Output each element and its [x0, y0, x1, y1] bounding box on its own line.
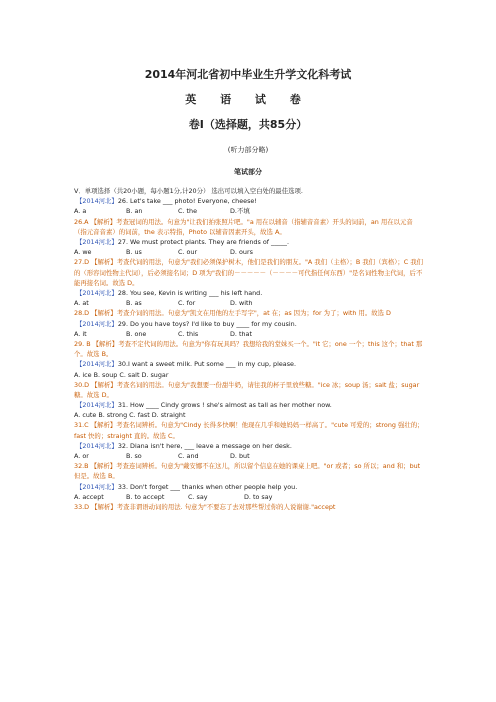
question-30 — [74, 359, 424, 369]
question-stem: 27. We must protect plants. They are friends of _____. — [117, 237, 290, 246]
question-stem: 26. Let's take ___ photo! Everyone, cheese! — [117, 197, 257, 206]
question-stem: 28. You see, Kevin is writing ___ his left hand. — [117, 288, 263, 297]
option-b: B. so — [126, 452, 142, 461]
written-heading: 笔试部分 — [234, 168, 262, 176]
option-b: B. as — [126, 299, 142, 308]
source-tag: 【2014河北】 — [76, 237, 118, 246]
option-b: B. one — [126, 329, 147, 338]
option-a: A. a — [74, 207, 87, 216]
option-d: D. that — [230, 329, 252, 338]
options-26 — [74, 206, 424, 216]
option-c: C. our — [178, 248, 198, 257]
answer-29 — [74, 339, 424, 359]
explanation: 【解析】考查非谓语动词的用法. 句意为"不要忘了去对那些帮过你的人说谢谢."accept — [91, 503, 336, 512]
option-c: C. say — [188, 492, 208, 501]
answer-33 — [74, 502, 424, 512]
answer-label: 26.A — [74, 217, 89, 226]
question-33 — [74, 482, 424, 492]
option-a: A. or — [74, 452, 89, 461]
question-stem: 30.I want a sweet milk. Put some ___ in my cup, please. — [117, 360, 297, 369]
section-instruction: V．单项选择（共20小题，每小题1分,计20分） 选出可以填入空白处的最佳选项. — [74, 187, 303, 195]
answer-label: 30.D — [74, 380, 90, 389]
option-d: D. to say — [244, 492, 273, 501]
question-29 — [74, 319, 424, 329]
answer-28 — [74, 308, 424, 318]
explanation: 【解析】考查名词的用法。句意为"我想要一份甜牛奶，请往我的杯子里放些糖。"ice 冰；soup 汤；salt 盐；sugar 糖。故选 D。 — [74, 380, 420, 399]
source-tag: 【2014河北】 — [76, 401, 118, 410]
explanation: 【解析】考查介词的用法。句意为"凯文在用他的左手写字"，at 在；as 因为；for 为了；with 用。故选 D — [91, 309, 391, 318]
answer-32 — [74, 461, 424, 481]
answer-label: 33.D — [74, 503, 90, 512]
source-tag: 【2014河北】 — [76, 441, 118, 450]
option-a: A. accept — [74, 492, 104, 501]
explanation: 【解析】考查冠词的用法。句意为"让我们拍张照片吧。"a 用在以辅音（指辅音音素）开头的词前，an 用在以元音（指元音音素）的词前，the 表示特指，Photo 以辅音因素开头，故选 A。 — [74, 217, 413, 236]
option-a: A. we — [74, 248, 92, 257]
answer-label: 32.B — [74, 462, 89, 471]
answer-label: 31.C — [74, 421, 89, 430]
question-stem: 33. Don't forget ___ thanks when other people help you. — [117, 482, 298, 491]
question-stem: 29. Do you have toys? I'd like to buy ____ for my cousin. — [117, 319, 297, 328]
options-27 — [74, 247, 424, 257]
answer-27 — [74, 257, 424, 288]
option-d: D. but — [230, 452, 250, 461]
question-32 — [74, 441, 424, 451]
answer-31 — [74, 420, 424, 440]
option-d: D.不填 — [230, 207, 250, 216]
source-tag: 【2014河北】 — [76, 197, 118, 206]
part-title: 卷Ⅰ（选择题，共85分） — [188, 118, 308, 131]
source-tag: 【2014河北】 — [76, 319, 118, 328]
explanation: 【解析】考查不定代词的用法。句意为"你有玩具吗？我想给我的堂妹买一个。"it 它；one 一个；this 这个；that 那个。故选 B。 — [74, 339, 423, 359]
options-29 — [74, 329, 424, 339]
answer-26 — [74, 217, 424, 237]
question-body — [74, 186, 424, 512]
answer-30 — [74, 380, 424, 400]
answer-label: 28.D — [74, 309, 90, 318]
question-stem: 32. Diana isn't here, ___ leave a message on her desk. — [117, 441, 292, 450]
answer-label: 27.D — [74, 258, 90, 267]
source-tag: 【2014河北】 — [76, 360, 118, 369]
option-c: C. and — [178, 452, 199, 461]
options-31: A. cute B. strong C. fast D. straight — [74, 411, 186, 420]
answer-label: 29. B — [74, 339, 91, 348]
options-28 — [74, 298, 424, 308]
option-b: B. us — [126, 248, 142, 257]
option-b: B. an — [126, 207, 143, 216]
explanation: 【解析】考查连词辨析。句意为"戴安娜不在这儿，所以留个信息在她的课桌上吧。"or 或者；so 所以；and 和；but 但是。故选 B。 — [74, 462, 421, 481]
explanation: 【解析】考查名词辨析。句意为"Cindy 长得多快啊！他现在几乎和她妈妈一样高了。"cute 可爱的；strong 强壮的；fast 快的；straight 直的。故选 C。 — [74, 421, 424, 440]
explanation: 【解析】考查代词的用法，句意为"我们必须保护树木，他们是我们的朋友。"A 我们（主格）；B 我们（宾格）；C 我们的（形容词性物主代词），后必须接名词；D 项为"我们的－－－－－（－－－－可代指任何东西）"是名词性物主代词，后不能再接名词。故选 D。 — [74, 258, 424, 287]
listening-note: (听力部分略) — [227, 146, 269, 154]
options-33 — [74, 492, 424, 502]
option-c: C. the — [178, 207, 198, 216]
question-27 — [74, 237, 424, 247]
question-26 — [74, 196, 424, 206]
option-d: D. ours — [230, 248, 253, 257]
source-tag: 【2014河北】 — [76, 482, 118, 491]
option-c: C. for — [178, 299, 196, 308]
question-stem: 31. How ____ Cindy grows ! she's almost as tall as her mother now. — [117, 401, 332, 410]
option-a: A. at — [74, 299, 89, 308]
option-c: C. this — [178, 329, 199, 338]
source-tag: 【2014河北】 — [76, 288, 118, 297]
subject-title: 英 语 试 卷 — [185, 93, 311, 106]
option-a: A. it — [74, 329, 87, 338]
options-30: A. ice B. soup C. salt D. sugar — [74, 370, 169, 379]
question-28 — [74, 288, 424, 298]
question-31 — [74, 400, 424, 410]
option-d: D. with — [230, 299, 253, 308]
option-b: B. to accept — [126, 492, 165, 501]
exam-title: 2014年河北省初中毕业生升学文化科考试 — [144, 68, 352, 81]
options-32 — [74, 451, 424, 461]
